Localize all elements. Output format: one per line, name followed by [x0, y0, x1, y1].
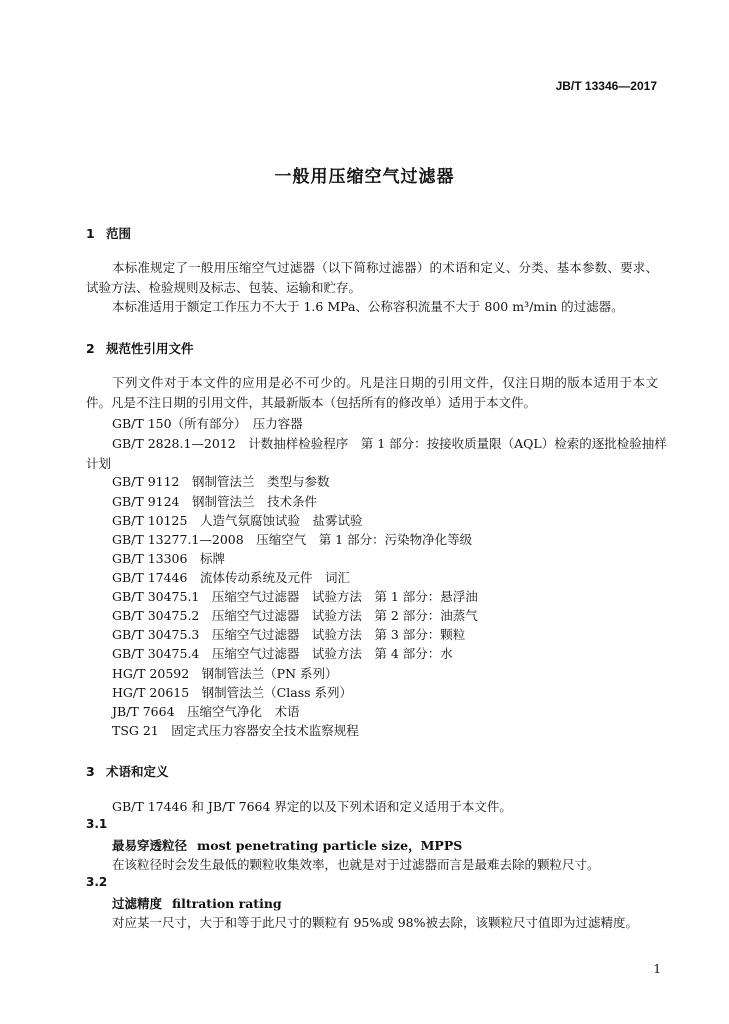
section-number: 2 — [86, 341, 95, 356]
section-title: 范围 — [106, 226, 132, 241]
term-heading — [112, 894, 282, 912]
section-1-heading — [86, 224, 131, 242]
term-definition: 在该粒径时会发生最低的颗粒收集效率，也就是对于过滤器而言是最难去除的颗粒尺寸。 — [112, 857, 600, 872]
reference-item: JB/T 7664 压缩空气净化 术语 — [112, 704, 300, 719]
term-number: 3.1 — [86, 817, 108, 831]
term-number: 3.2 — [86, 875, 108, 889]
section-number: 3 — [86, 764, 95, 779]
term-en: most penetrating particle size，MPPS — [197, 838, 463, 853]
reference-item: GB/T 30475.2 压缩空气过滤器 试验方法 第 2 部分：油蒸气 — [112, 608, 478, 623]
reference-item: GB/T 150（所有部分） 压力容器 — [112, 416, 303, 431]
section-1-para-1: 本标准规定了一般用压缩空气过滤器（以下简称过滤器）的术语和定义、分类、基本参数、要求、试验方法、检验规则及标志、包装、运输和贮存。 — [86, 260, 658, 295]
term-heading — [112, 836, 462, 854]
reference-item: TSG 21 固定式压力容器安全技术监察规程 — [112, 723, 359, 738]
reference-item: GB/T 13277.1—2008 压缩空气 第 1 部分：污染物净化等级 — [112, 532, 473, 547]
reference-item: HG/T 20615 钢制管法兰（Class 系列） — [112, 685, 352, 700]
term-definition: 对应某一尺寸，大于和等于此尺寸的颗粒有 95%或 98%被去除，该颗粒尺寸值即为过滤精度。 — [112, 915, 639, 930]
reference-item: GB/T 30475.4 压缩空气过滤器 试验方法 第 4 部分：水 — [112, 646, 453, 661]
section-number: 1 — [86, 226, 95, 241]
term-en: filtration rating — [172, 896, 282, 911]
section-2-heading — [86, 339, 194, 357]
reference-item: GB/T 9112 钢制管法兰 类型与参数 — [112, 474, 330, 489]
standard-code: JB/T 13346—2017 — [555, 79, 657, 93]
reference-item: GB/T 30475.1 压缩空气过滤器 试验方法 第 1 部分：悬浮油 — [112, 589, 478, 604]
section-2-intro: 下列文件对于本文件的应用是必不可少的。凡是注日期的引用文件，仅注日期的版本适用于本文件。凡是不注日期的引用文件，其最新版本（包括所有的修改单）适用于本文件。 — [86, 375, 658, 410]
term-zh: 最易穿透粒径 — [112, 838, 188, 853]
section-title: 规范性引用文件 — [106, 341, 194, 356]
reference-item: GB/T 10125 人造气氛腐蚀试验 盐雾试验 — [112, 513, 363, 528]
section-title: 术语和定义 — [106, 764, 169, 779]
section-1-para-2: 本标准适用于额定工作压力不大于 1.6 MPa、公称容积流量不大于 800 m³/min 的过滤器。 — [112, 299, 624, 314]
reference-item: GB/T 13306 标牌 — [112, 551, 225, 566]
reference-item: GB/T 17446 流体传动系统及元件 词汇 — [112, 570, 350, 585]
reference-item: GB/T 9124 钢制管法兰 技术条件 — [112, 494, 318, 509]
reference-item-continuation: 计划 — [86, 456, 112, 471]
document-title: 一般用压缩空气过滤器 — [274, 167, 455, 187]
section-3-intro: GB/T 17446 和 JB/T 7664 界定的以及下列术语和定义适用于本文件。 — [112, 799, 512, 814]
reference-item: GB/T 2828.1—2012 计数抽样检验程序 第 1 部分：按接收质量限（AQL）检索的逐批检验抽样 — [112, 436, 667, 451]
page-number: 1 — [653, 962, 661, 976]
reference-item: GB/T 30475.3 压缩空气过滤器 试验方法 第 3 部分：颗粒 — [112, 627, 466, 642]
reference-item: HG/T 20592 钢制管法兰（PN 系列） — [112, 666, 338, 681]
section-3-heading — [86, 762, 169, 780]
term-zh: 过滤精度 — [112, 896, 163, 911]
